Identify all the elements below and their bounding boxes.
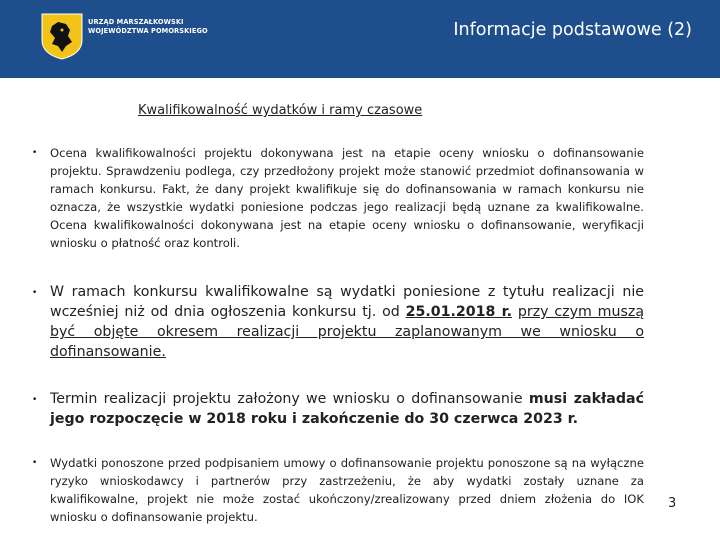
section-subtitle: Kwalifikowalność wydatków i ramy czasowe — [138, 103, 423, 118]
page-number: 3 — [668, 496, 677, 511]
bullet-paragraph-4: Wydatki ponoszone przed podpisaniem umowy o dofinansowanie projektu ponoszone są na wyłączne ryzyko wnioskodawcy i partnerów przy zastrzeżeniu, że aby wydatki zostały uznane za kwalifikowalne, projekt nie może zostać ukończony/zrealizowany przed dniem złożenia do IOK wniosku o dofinansowanie projektu. — [50, 456, 644, 524]
logo-text: URZĄD MARSZAŁKOWSKI WOJEWÓDZTWA POMORSKIEGO — [88, 18, 208, 35]
bullet-marker: • — [32, 395, 38, 405]
start-date: 25.01.2018 r. — [405, 304, 513, 320]
bullet-paragraph-3: Termin realizacji projektu założony we wniosku o dofinansowanie musi zakładać jego rozpoczęcie w 2018 roku i zakończenie do 30 czerwca 2023 r. — [50, 391, 645, 427]
header-bar — [0, 0, 720, 78]
coat-of-arms-logo — [40, 12, 84, 60]
bullet-marker: • — [32, 288, 38, 298]
bullet-marker: • — [32, 458, 38, 468]
bullet-paragraph-1: Ocena kwalifikowalności projektu dokonywana jest na etapie oceny wniosku o dofinansowanie projektu. Sprawdzeniu podlega, czy przedłożony projekt może stanowić przedmiot dofinansowania w ramach konkursu. Fakt, że dany projekt kwalifikuje się do dofinansowania w ramach konkursu nie oznacza, że wszystkie wydatki poniesione podczas jego realizacji będą uznane za kwalifikowalne. Ocena kwalifikowalności dokonywana jest na etapie oceny wniosku o dofinansowanie, weryfikacji wniosku o płatność oraz kontroli. — [50, 146, 644, 250]
bullet-marker: • — [32, 148, 38, 158]
bullet-paragraph-2: W ramach konkursu kwalifikowalne są wydatki poniesione z tytułu realizacji nie wcześniej niż od dnia ogłoszenia konkursu tj. od 25.01.2018 r. przy czym muszą być objęte okresem realizacji projektu zaplanowanym we wniosku o dofinansowanie. — [50, 284, 645, 360]
slide-title: Informacje podstawowe (2) — [453, 20, 692, 40]
